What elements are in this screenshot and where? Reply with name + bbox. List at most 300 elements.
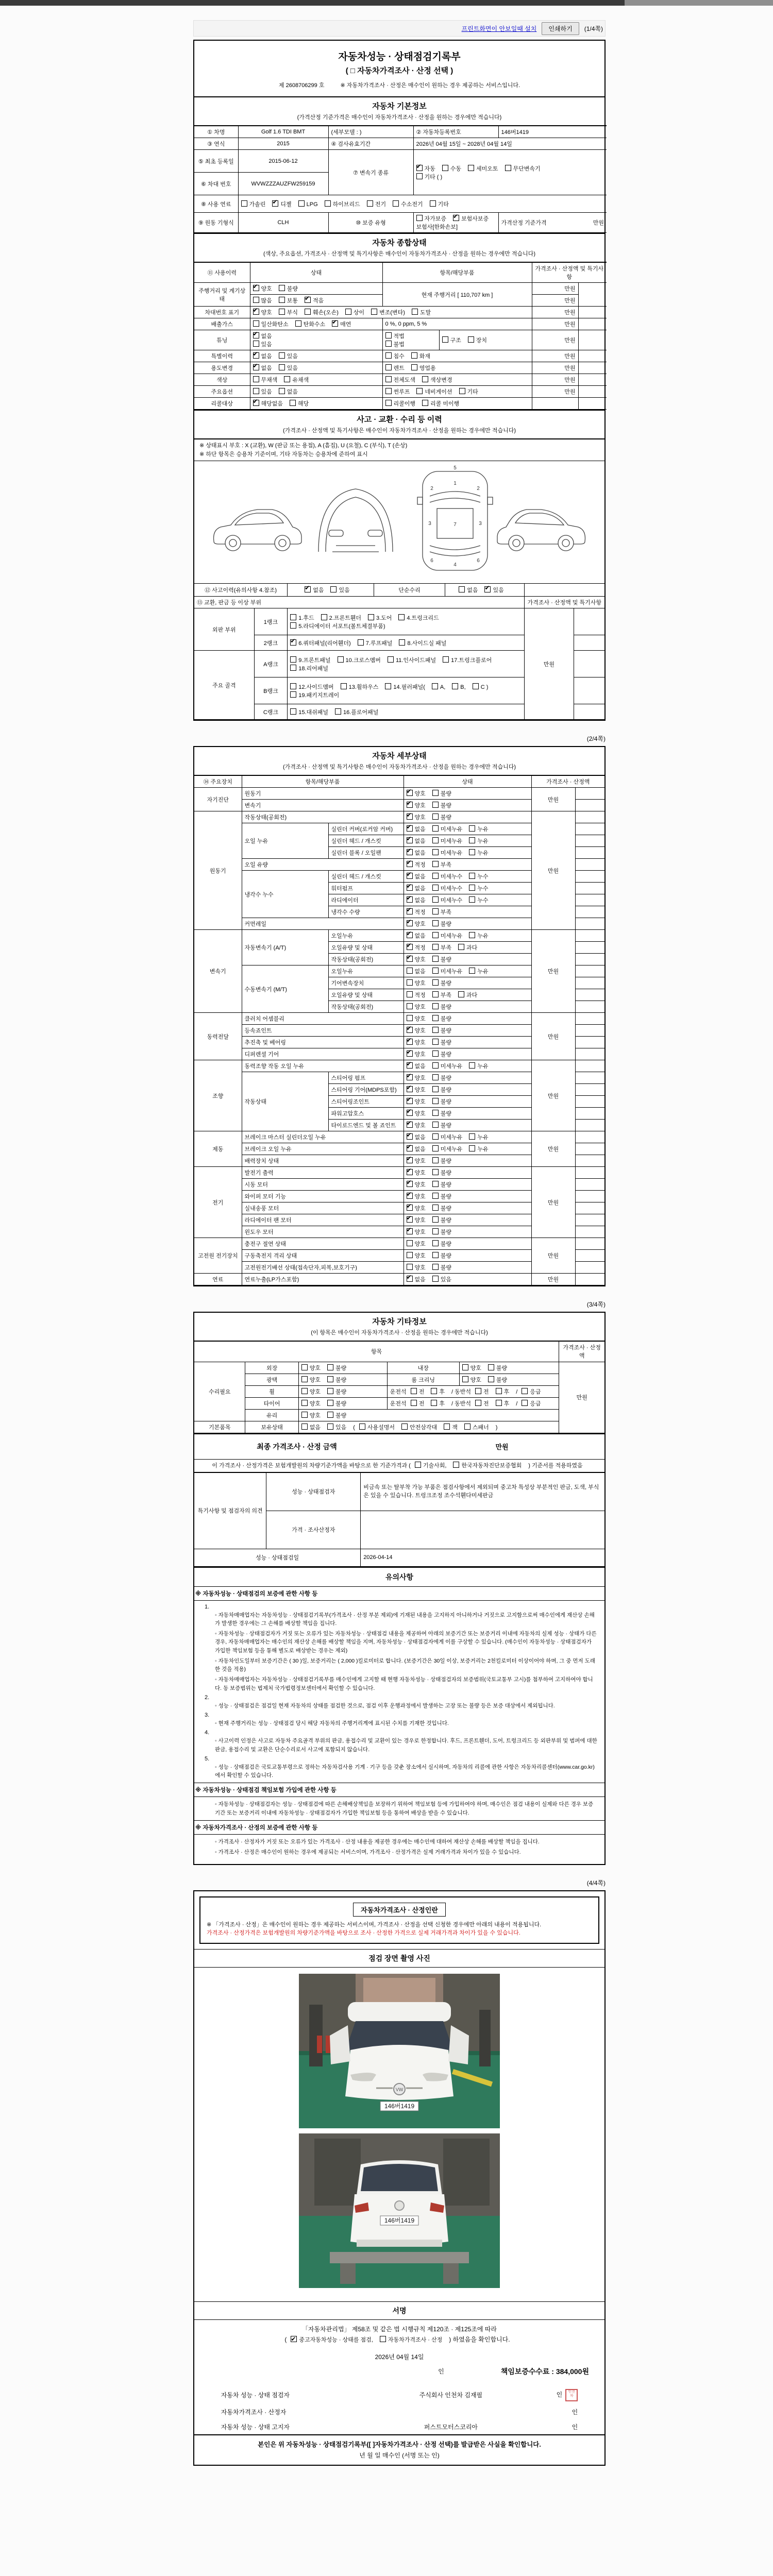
checkbox[interactable] — [290, 614, 296, 620]
option — [327, 1364, 346, 1372]
checkbox[interactable] — [301, 1388, 308, 1394]
checkbox[interactable] — [368, 614, 374, 620]
checkbox[interactable] — [305, 586, 311, 592]
checkbox[interactable] — [253, 309, 259, 315]
checkbox[interactable] — [432, 802, 439, 808]
checkbox[interactable] — [411, 1388, 417, 1394]
checkbox[interactable] — [301, 1400, 308, 1406]
checkbox[interactable] — [407, 1145, 413, 1151]
option-label: 양호 — [414, 957, 426, 963]
field-transmission-label: ⑦ 변속기 종류 — [328, 150, 413, 195]
checkbox[interactable] — [305, 297, 311, 303]
vinmark-remark — [578, 307, 607, 318]
checkbox[interactable] — [411, 352, 417, 359]
checkbox[interactable] — [327, 1364, 333, 1370]
mileage-price2: 만원 — [532, 295, 578, 307]
checkbox[interactable] — [407, 968, 413, 974]
checkbox[interactable] — [407, 1110, 413, 1116]
checkbox[interactable] — [301, 1364, 308, 1370]
checkbox[interactable] — [458, 944, 464, 950]
checkbox[interactable] — [522, 1388, 528, 1394]
checkbox[interactable] — [253, 297, 259, 303]
checkbox[interactable] — [253, 364, 259, 370]
checkbox[interactable] — [385, 332, 392, 338]
checkbox[interactable] — [290, 639, 296, 646]
checkbox[interactable] — [496, 1388, 502, 1394]
checkbox[interactable] — [469, 896, 475, 903]
signer1-seal: 인 인천차 — [524, 2386, 580, 2404]
checkbox[interactable] — [407, 1039, 413, 1045]
checkbox[interactable] — [279, 285, 285, 291]
checkbox[interactable] — [453, 215, 459, 221]
checkbox[interactable] — [432, 885, 439, 891]
checkbox[interactable] — [407, 1193, 413, 1199]
checkbox[interactable] — [279, 352, 285, 359]
checkbox[interactable] — [430, 200, 436, 207]
option-label: 누수 — [477, 886, 489, 892]
checkbox[interactable] — [253, 332, 259, 338]
checkbox[interactable] — [475, 1388, 481, 1394]
checkbox[interactable] — [407, 1276, 413, 1282]
checkbox[interactable] — [385, 683, 391, 689]
checkbox[interactable] — [432, 1074, 439, 1080]
option-label: 없음 — [414, 1146, 426, 1153]
checkbox[interactable] — [411, 1400, 417, 1406]
checkbox[interactable] — [432, 1098, 439, 1104]
option-label: 불량 — [440, 1004, 452, 1010]
option-label: 없음 — [414, 874, 426, 880]
checkbox[interactable] — [407, 1252, 413, 1258]
checkbox[interactable] — [388, 656, 394, 663]
checkbox[interactable] — [416, 215, 423, 221]
checkbox[interactable] — [432, 683, 438, 689]
print-header — [193, 20, 606, 37]
notice-paragraph: 2. — [205, 1694, 210, 1701]
checkbox[interactable] — [432, 1169, 439, 1175]
checkbox[interactable] — [432, 1027, 439, 1033]
option — [462, 1364, 481, 1372]
checkbox[interactable] — [321, 614, 327, 620]
option-label: 12.사이드멤버 — [298, 684, 334, 690]
other-col-item: 항목 — [194, 1341, 559, 1362]
option — [407, 1133, 426, 1141]
checkbox[interactable] — [432, 1145, 439, 1151]
checkbox[interactable] — [407, 1216, 413, 1223]
option-label: 없음 — [414, 897, 426, 904]
appraisal-box — [199, 1896, 599, 1944]
device-remark — [575, 1262, 604, 1274]
option-label: 후 — [439, 1388, 445, 1395]
device-state — [404, 1274, 531, 1285]
option-label: 잭 — [452, 1424, 458, 1431]
option — [301, 1364, 321, 1372]
option-label: 불량 — [496, 1377, 508, 1383]
checkbox[interactable] — [393, 200, 399, 207]
checkbox[interactable] — [279, 297, 285, 303]
checkbox[interactable] — [432, 1110, 439, 1116]
device-state — [404, 811, 531, 823]
checkbox[interactable] — [407, 1240, 413, 1246]
checkbox[interactable] — [385, 376, 392, 382]
checkbox[interactable] — [488, 1364, 494, 1370]
checkbox[interactable] — [432, 1276, 439, 1282]
checkbox[interactable] — [295, 320, 301, 327]
checkbox[interactable] — [432, 1050, 439, 1057]
checkbox[interactable] — [385, 352, 392, 359]
svg-text:2: 2 — [430, 486, 433, 492]
signer3-name: 퍼스트모터스코리아 — [424, 2423, 478, 2431]
device-subitem-label: 오일유량 및 상태 — [328, 942, 404, 954]
option-label: 없음 — [414, 1134, 426, 1141]
checkbox[interactable] — [407, 1264, 413, 1270]
checkbox[interactable] — [407, 920, 413, 926]
checkbox[interactable] — [407, 1074, 413, 1080]
exchange-remark-1 — [574, 608, 604, 635]
checkbox[interactable] — [380, 2336, 386, 2342]
checkbox[interactable] — [407, 979, 413, 986]
checkbox[interactable] — [468, 336, 474, 343]
checkbox[interactable] — [327, 1423, 333, 1430]
checkbox[interactable] — [407, 1015, 413, 1021]
checkbox[interactable] — [407, 1228, 413, 1234]
svg-text:6: 6 — [430, 558, 433, 564]
checkbox[interactable] — [335, 708, 341, 715]
mileage-price: 만원 — [532, 283, 578, 295]
final-price-label: 최종 가격조사 · 산정 금액 — [257, 1442, 337, 1451]
checkbox[interactable] — [298, 200, 305, 207]
checkbox[interactable] — [241, 200, 247, 207]
checkbox[interactable] — [432, 896, 439, 903]
checkbox[interactable] — [469, 885, 475, 891]
checkbox[interactable] — [432, 1252, 439, 1258]
checkbox[interactable] — [407, 837, 413, 843]
checkbox[interactable] — [431, 1388, 437, 1394]
checkbox[interactable] — [443, 656, 449, 663]
option — [469, 825, 488, 833]
checkbox[interactable] — [473, 683, 479, 689]
checkbox[interactable] — [399, 639, 405, 646]
signer3-seal: 인 — [572, 2423, 578, 2431]
checkbox[interactable] — [407, 802, 413, 808]
checkbox[interactable] — [459, 388, 465, 394]
checkbox[interactable] — [330, 586, 337, 592]
checkbox[interactable] — [469, 873, 475, 879]
checkbox[interactable] — [253, 400, 259, 406]
checkbox[interactable] — [290, 665, 296, 671]
checkbox[interactable] — [432, 1133, 439, 1140]
checkbox[interactable] — [459, 586, 465, 592]
checkbox[interactable] — [432, 920, 439, 926]
signers-table — [219, 2386, 580, 2434]
tuning-price: 만원 — [532, 330, 578, 350]
checkbox[interactable] — [327, 1412, 333, 1418]
option-label: 양호 — [414, 1265, 426, 1271]
checkbox[interactable] — [407, 885, 413, 891]
option — [368, 614, 392, 622]
checkbox[interactable] — [407, 1062, 413, 1069]
checkbox[interactable] — [327, 1400, 333, 1406]
checkbox[interactable] — [253, 320, 259, 327]
checkbox[interactable] — [385, 364, 392, 370]
option-label: 하이브리드 — [332, 201, 360, 208]
option — [458, 943, 477, 952]
option-text: / — [516, 1400, 518, 1407]
checkbox[interactable] — [432, 1003, 439, 1009]
checkbox[interactable] — [442, 336, 448, 343]
checkbox[interactable] — [432, 825, 439, 832]
checkbox[interactable] — [290, 708, 296, 715]
checkbox[interactable] — [522, 1400, 528, 1406]
checkbox[interactable] — [253, 341, 259, 347]
device-price: 만원 — [531, 1238, 575, 1274]
checkbox[interactable] — [432, 1086, 439, 1092]
option — [432, 789, 451, 798]
checkbox[interactable] — [398, 614, 405, 620]
checkbox[interactable] — [432, 944, 439, 950]
checkbox[interactable] — [458, 991, 464, 997]
print-install-link[interactable]: 프린트화면이 안보일때 설치 — [461, 25, 537, 32]
checkbox[interactable] — [432, 1015, 439, 1021]
checkbox[interactable] — [432, 1122, 439, 1128]
checkbox[interactable] — [301, 1423, 308, 1430]
checkbox[interactable] — [407, 873, 413, 879]
checkbox[interactable] — [416, 388, 423, 394]
checkbox[interactable] — [385, 341, 392, 347]
checkbox[interactable] — [341, 683, 347, 689]
checkbox[interactable] — [432, 968, 439, 974]
checkbox[interactable] — [291, 2336, 297, 2342]
other-sub: (이 항목은 매수인이 자동차가격조사 · 산정을 원하는 경우에만 적습니다) — [311, 1330, 488, 1336]
checkbox[interactable] — [407, 1169, 413, 1175]
checkbox[interactable] — [432, 849, 439, 855]
checkbox[interactable] — [444, 1423, 450, 1430]
checkbox[interactable] — [505, 165, 511, 171]
option-label: 없음 — [414, 838, 426, 844]
checkbox[interactable] — [272, 200, 278, 207]
signer-row — [219, 2386, 580, 2404]
checkbox[interactable] — [432, 1216, 439, 1223]
print-button[interactable]: 인쇄하기 — [542, 22, 579, 35]
option-remark — [578, 386, 607, 398]
checkbox[interactable] — [407, 790, 413, 796]
checkbox[interactable] — [431, 1400, 437, 1406]
checkbox[interactable] — [407, 825, 413, 832]
checkbox[interactable] — [279, 364, 285, 370]
checkbox[interactable] — [359, 1423, 365, 1430]
checkbox[interactable] — [468, 165, 474, 171]
other-title: 자동차 기타정보 — [372, 1317, 427, 1326]
checkbox[interactable] — [442, 165, 448, 171]
checkbox[interactable] — [469, 1145, 475, 1151]
checkbox[interactable] — [432, 837, 439, 843]
checkbox[interactable] — [407, 991, 413, 997]
rank2-label: 2랭크 — [254, 635, 288, 651]
checkbox[interactable] — [325, 200, 331, 207]
option — [327, 1423, 346, 1431]
checkbox[interactable] — [407, 1133, 413, 1140]
accident-remark — [524, 584, 604, 597]
checkbox[interactable] — [407, 1003, 413, 1009]
checkbox[interactable] — [385, 400, 392, 406]
option-label: 10.크로스멤버 — [345, 657, 381, 664]
checkbox[interactable] — [301, 1376, 308, 1382]
checkbox[interactable] — [407, 1086, 413, 1092]
checkbox[interactable] — [432, 814, 439, 820]
checkbox[interactable] — [407, 1205, 413, 1211]
checkbox[interactable] — [412, 309, 418, 315]
option-label: 유채색 — [292, 377, 309, 383]
checkbox[interactable] — [452, 683, 458, 689]
checkbox[interactable] — [407, 849, 413, 855]
checkbox[interactable] — [422, 400, 428, 406]
checkbox[interactable] — [469, 968, 475, 974]
option-label: 기타 — [467, 389, 478, 395]
checkbox[interactable] — [432, 1181, 439, 1187]
option-label: 한국자동차진단보증협회 — [461, 1462, 522, 1469]
checkbox[interactable] — [305, 309, 311, 315]
checkbox[interactable] — [407, 1181, 413, 1187]
checkbox[interactable] — [496, 1400, 502, 1406]
checkbox[interactable] — [469, 837, 475, 843]
checkbox[interactable] — [416, 165, 423, 171]
device-state — [404, 859, 531, 871]
signer2-name — [378, 2404, 525, 2419]
checkbox[interactable] — [432, 1062, 439, 1069]
device-remark — [575, 1155, 604, 1167]
device-state — [404, 954, 531, 965]
checkbox[interactable] — [469, 1062, 475, 1069]
checkbox[interactable] — [469, 849, 475, 855]
checkbox[interactable] — [407, 908, 413, 914]
checkbox[interactable] — [290, 691, 296, 698]
svg-text:146버1419: 146버1419 — [384, 2102, 415, 2110]
checkbox[interactable] — [432, 1228, 439, 1234]
page-2 — [193, 746, 606, 1286]
checkbox[interactable] — [432, 861, 439, 867]
option-label: 양호 — [261, 310, 272, 316]
checkbox[interactable] — [407, 861, 413, 867]
option-label: 없음 — [287, 389, 298, 395]
checkbox[interactable] — [411, 364, 417, 370]
device-remark — [575, 823, 604, 835]
checkbox[interactable] — [432, 1157, 439, 1163]
checkbox[interactable] — [301, 1412, 308, 1418]
checkbox[interactable] — [407, 932, 413, 938]
detail-row — [194, 1167, 604, 1179]
checkbox[interactable] — [385, 388, 392, 394]
detail-col-device: ⑭ 주요장치 — [194, 775, 242, 788]
checkbox[interactable] — [432, 908, 439, 914]
checkbox[interactable] — [327, 1376, 333, 1382]
checkbox[interactable] — [401, 1423, 408, 1430]
checkbox[interactable] — [284, 376, 290, 382]
checkbox[interactable] — [432, 979, 439, 986]
checkbox[interactable] — [253, 388, 259, 394]
checkbox[interactable] — [407, 814, 413, 820]
checkbox[interactable] — [469, 1133, 475, 1140]
checkbox[interactable] — [327, 1388, 333, 1394]
checkbox[interactable] — [279, 388, 285, 394]
device-state — [404, 894, 531, 906]
checkbox[interactable] — [407, 1027, 413, 1033]
checkbox[interactable] — [432, 1240, 439, 1246]
checkbox[interactable] — [279, 309, 285, 315]
checkbox[interactable] — [253, 352, 259, 359]
checkbox[interactable] — [407, 1050, 413, 1057]
signer1-label: 자동차 성능 · 상태 점검자 — [221, 2392, 290, 2399]
checkbox[interactable] — [407, 896, 413, 903]
device-state — [404, 847, 531, 859]
checkbox[interactable] — [469, 932, 475, 938]
checkbox[interactable] — [338, 656, 344, 663]
checkbox[interactable] — [462, 1376, 468, 1382]
checkbox[interactable] — [358, 639, 364, 646]
history-header — [194, 410, 604, 438]
checkbox[interactable] — [432, 1205, 439, 1211]
option-label: 없음 — [313, 587, 324, 594]
checkbox[interactable] — [432, 790, 439, 796]
checkbox[interactable] — [422, 376, 428, 382]
inspection-photos — [194, 1968, 604, 2297]
page-4 — [193, 1890, 606, 2466]
checkbox[interactable] — [432, 932, 439, 938]
checkbox[interactable] — [432, 1264, 439, 1270]
checkbox[interactable] — [407, 1157, 413, 1163]
option-label: 영업용 — [419, 365, 436, 371]
checkbox[interactable] — [432, 873, 439, 879]
checkbox[interactable] — [469, 825, 475, 832]
checkbox[interactable] — [416, 173, 423, 179]
checkbox[interactable] — [290, 400, 296, 406]
checkbox[interactable] — [253, 285, 259, 291]
option — [253, 332, 272, 340]
checkbox[interactable] — [332, 320, 338, 327]
checkbox[interactable] — [253, 376, 259, 382]
field-year-value: 2015 — [238, 138, 328, 150]
checkbox[interactable] — [475, 1400, 481, 1406]
checkbox[interactable] — [432, 1193, 439, 1199]
option-label: 양호 — [414, 1099, 426, 1105]
checkbox[interactable] — [415, 1462, 421, 1468]
option — [458, 991, 477, 999]
checkbox[interactable] — [453, 1462, 459, 1468]
special-price: 만원 — [532, 350, 578, 362]
device-state — [404, 1238, 531, 1250]
checkbox[interactable] — [432, 956, 439, 962]
checkbox[interactable] — [371, 309, 377, 315]
checkbox[interactable] — [432, 991, 439, 997]
checkbox[interactable] — [484, 586, 491, 592]
checkbox[interactable] — [464, 1423, 470, 1430]
checkbox[interactable] — [290, 656, 296, 663]
option-label: 7.루프패널 — [365, 640, 393, 647]
option-label: 구조 — [450, 337, 461, 344]
checkbox[interactable] — [488, 1376, 494, 1382]
field-firstreg-value: 2015-06-12 — [238, 150, 328, 173]
checkbox[interactable] — [345, 309, 351, 315]
device-remark — [575, 918, 604, 930]
checkbox[interactable] — [407, 944, 413, 950]
checkbox[interactable] — [290, 683, 296, 689]
checkbox[interactable] — [407, 1098, 413, 1104]
checkbox[interactable] — [290, 622, 296, 629]
checkbox[interactable] — [432, 1039, 439, 1045]
checkbox[interactable] — [407, 956, 413, 962]
checkbox[interactable] — [407, 1122, 413, 1128]
checkbox[interactable] — [367, 200, 373, 207]
checkbox[interactable] — [462, 1364, 468, 1370]
device-remark — [575, 1274, 604, 1285]
